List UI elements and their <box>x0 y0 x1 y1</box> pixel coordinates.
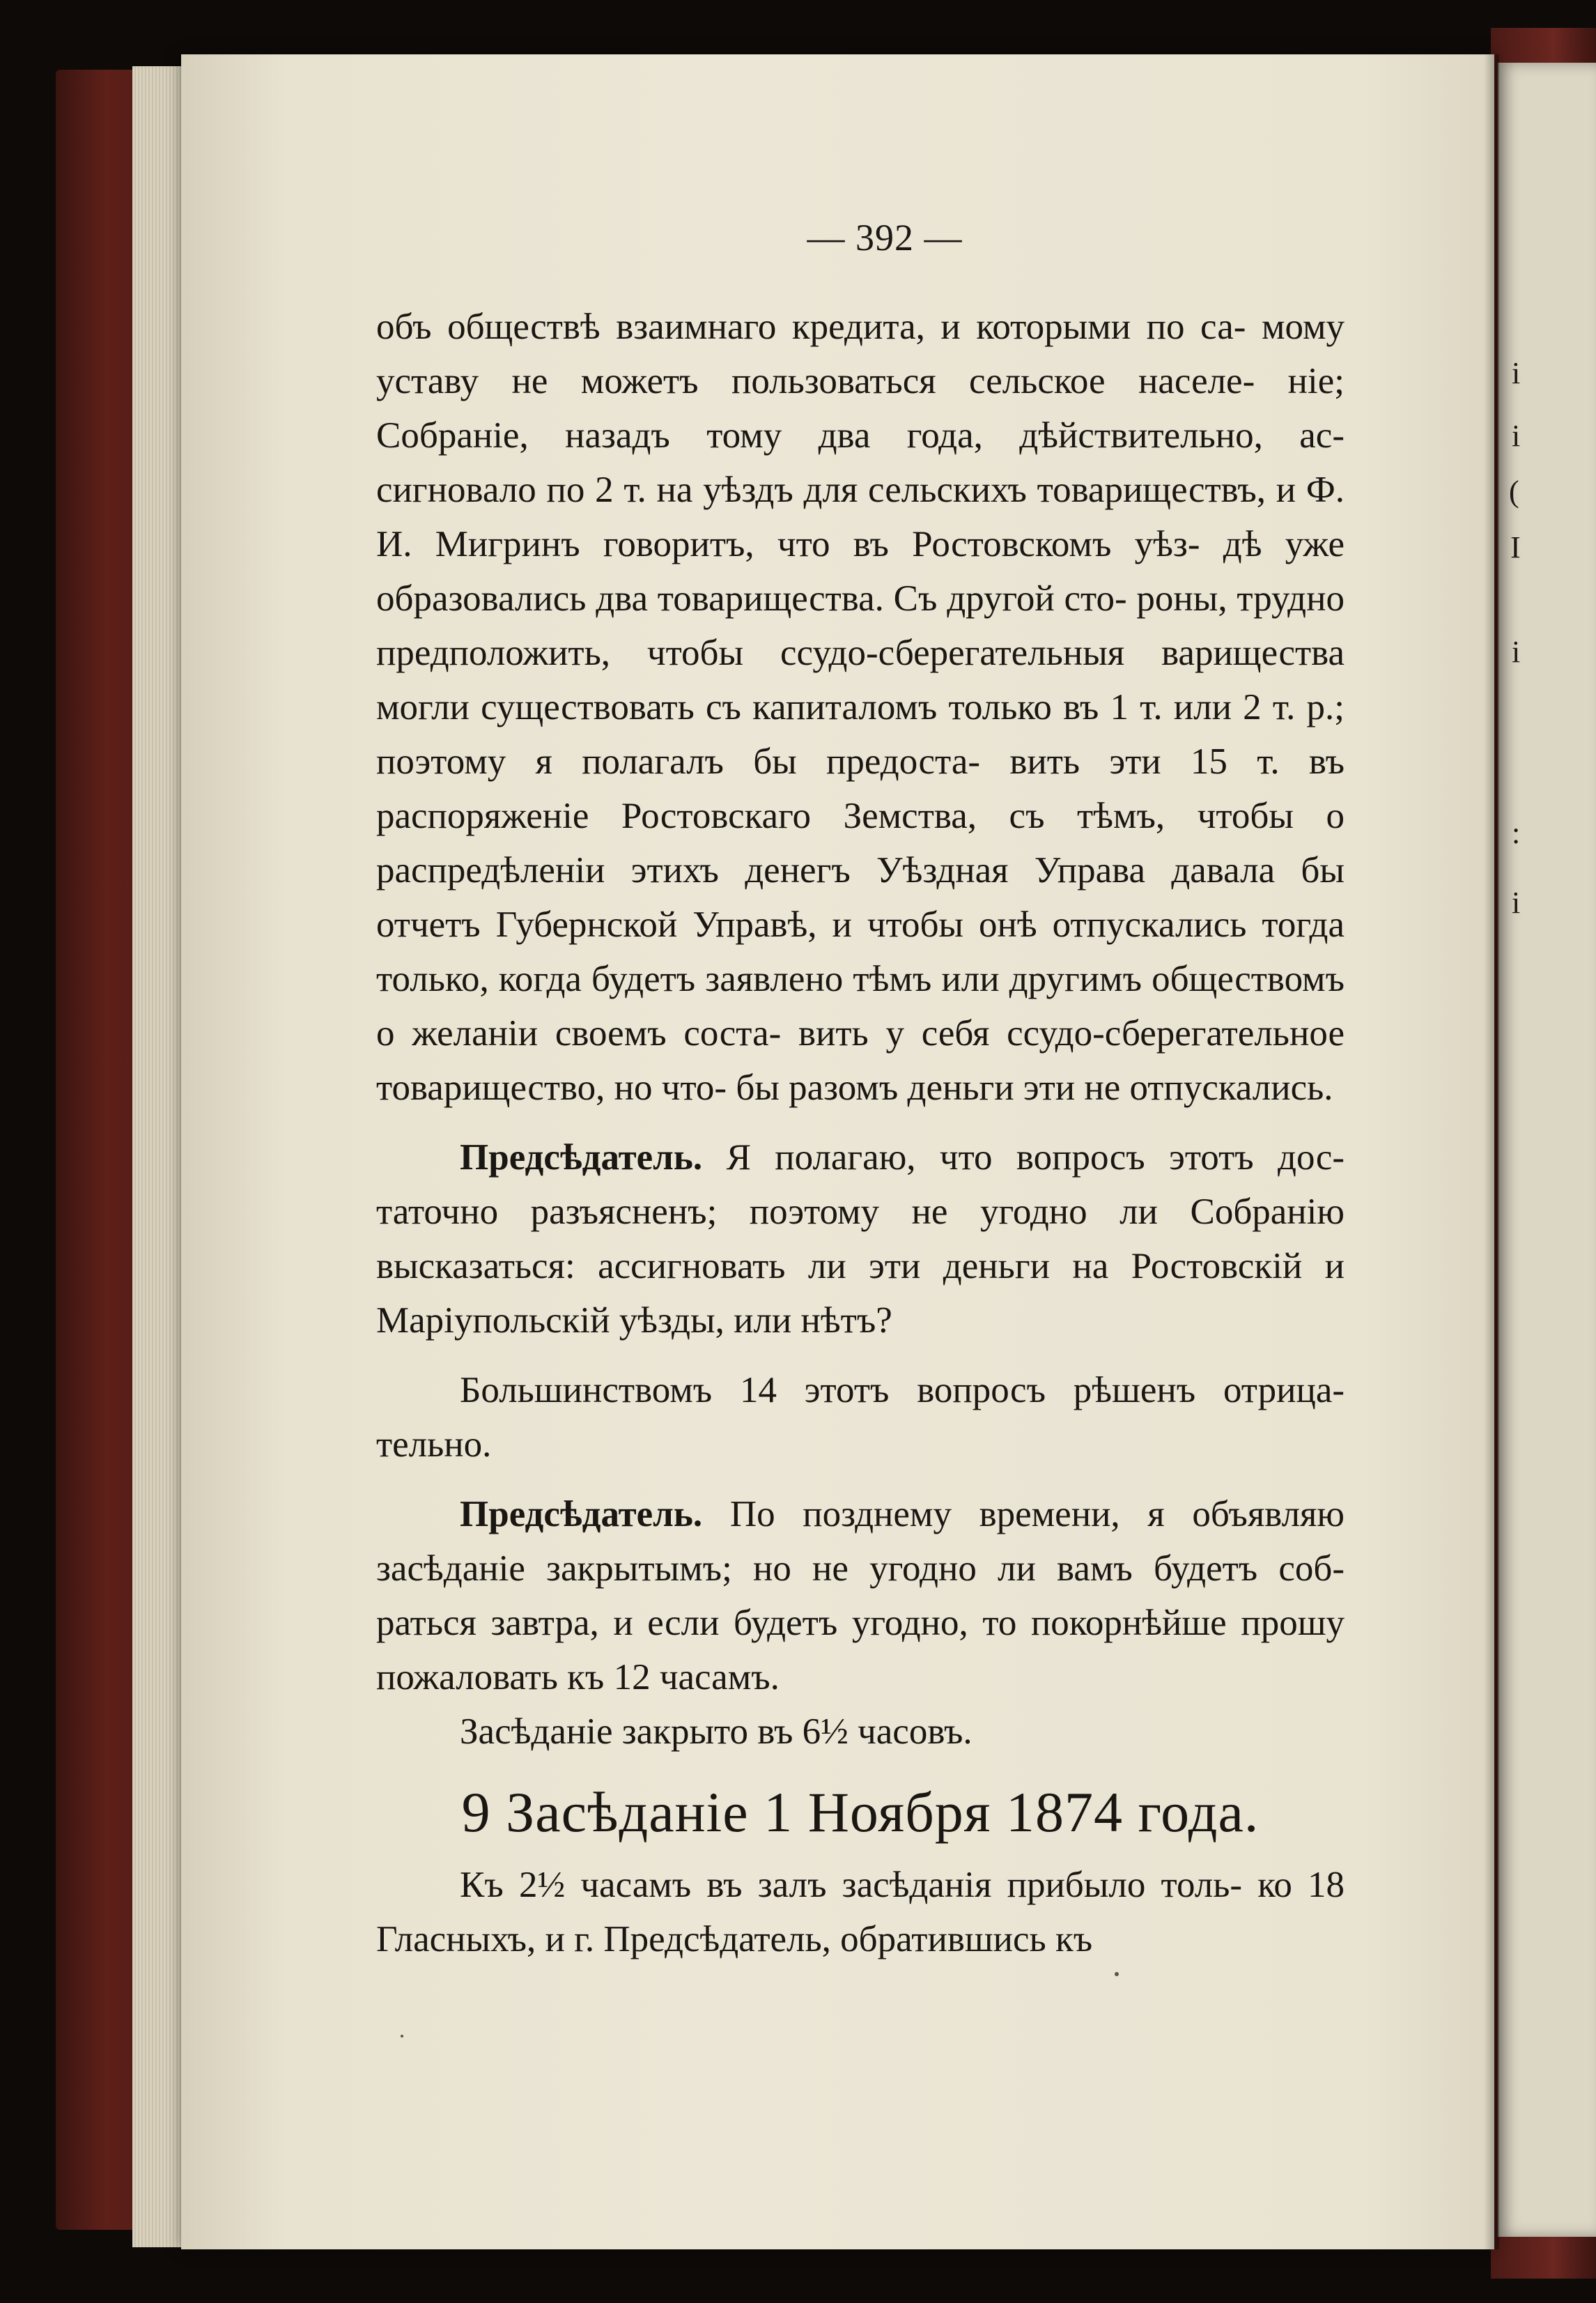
text-line: роны, трудно предположить, чтобы ссудо-сберегательныя <box>376 578 1345 673</box>
facing-page-char: ( <box>1509 475 1519 509</box>
text-line: засѣданіе закрытымъ; но не угодно ли вамъ будетъ соб- <box>376 1548 1345 1589</box>
text-line: ніе; Собраніе, назадъ тому два года, дѣйствительно, ас- <box>376 361 1345 456</box>
text-line: бы разомъ деньги эти не отпускались. <box>736 1068 1333 1108</box>
text-line: Засѣданіе закрыто въ 6½ часовъ. <box>460 1711 973 1752</box>
text-line: сигновало по 2 т. на уѣздъ для сельскихъ товариществъ, <box>376 470 1266 510</box>
paragraph-continued <box>376 300 1345 1115</box>
text-line: вить эти 15 т. въ распоряженіе Ростовскаго Земства, <box>376 741 1345 836</box>
text-line: мому уставу не можетъ пользоваться сельское населе- <box>376 307 1345 401</box>
facing-page-edge <box>1498 63 1596 2237</box>
page-body <box>376 300 1345 1966</box>
facing-page-char: і <box>1512 886 1521 920</box>
paragraph-session-closed <box>376 1704 1345 1759</box>
facing-page-char: І <box>1510 530 1521 564</box>
text-line: дѣ уже образовались два товарищества. Съ другой сто- <box>376 524 1345 619</box>
text-line: Къ 2½ часамъ въ залъ засѣданія прибыло толь- <box>460 1865 1243 1905</box>
facing-page-char: і <box>1512 419 1521 453</box>
text-line: въ 1 т. или 2 т. р.; поэтому я полагалъ бы предоста- <box>376 687 1345 782</box>
text-line: Управа давала бы отчетъ Губернской Управѣ, и чтобы <box>376 850 1345 945</box>
paragraph-vote-result <box>376 1363 1345 1472</box>
text-line: онѣ отпускались тогда только, когда будетъ заявлено <box>376 904 1345 999</box>
text-line: высказаться: ассигновать ли эти деньги на Ростовскій и <box>376 1246 1345 1286</box>
gutter-shadow <box>1484 54 1499 2249</box>
paper-speck <box>1115 1972 1119 1976</box>
text-line: и Ф. И. Мигринъ говоритъ, что въ Ростовскомъ уѣз- <box>376 470 1345 564</box>
page-number: — 392 — <box>807 217 963 259</box>
text-line: Я полагаю, что вопросъ этотъ дос- <box>702 1137 1345 1178</box>
text-line: таточно разъясненъ; поэтому не угодно ли Собранію <box>376 1192 1345 1232</box>
text-line: Большинствомъ 14 этотъ вопросъ рѣшенъ отрица- <box>460 1370 1345 1410</box>
session-heading: 9 Засѣданіе 1 Ноября 1874 года. <box>461 1780 1260 1844</box>
facing-page-char: і <box>1512 356 1521 390</box>
paper-speck <box>401 2035 403 2038</box>
text-line: варищества могли существовать съ капиталомъ только <box>376 633 1345 727</box>
text-line: съ тѣмъ, чтобы о распредѣленіи этихъ денегъ Уѣздная <box>376 796 1345 891</box>
facing-page-char: і <box>1512 635 1521 669</box>
text-line: ко 18 Гласныхъ, и г. Предсѣдатель, обратившись къ <box>376 1865 1345 1959</box>
text-line: тельно. <box>376 1424 492 1465</box>
paragraph-attendance <box>376 1858 1345 1966</box>
text-line: вить у себя ссудо-сберегательное товарищество, но что- <box>376 1013 1345 1108</box>
paragraph-chairman-2 <box>376 1487 1345 1704</box>
text-line: объ обществѣ взаимнаго кредита, и которыми по са- <box>376 307 1246 347</box>
speaker-label: Предсѣдатель. <box>460 1137 703 1178</box>
paragraph-chairman-1 <box>376 1130 1345 1348</box>
text-line: Маріупольскій уѣзды, или нѣтъ? <box>376 1300 892 1341</box>
text-line: прошу пожаловать къ 12 часамъ. <box>376 1603 1345 1697</box>
facing-page-char: : <box>1512 816 1521 850</box>
text-line: раться завтра, и если будетъ угодно, то покорнѣйше <box>376 1603 1227 1643</box>
text-line: тѣмъ или другимъ обществомъ о желаніи своемъ соста- <box>376 959 1345 1054</box>
speaker-label: Предсѣдатель. <box>460 1494 703 1534</box>
text-line: По позднему времени, я объявляю <box>702 1494 1345 1534</box>
